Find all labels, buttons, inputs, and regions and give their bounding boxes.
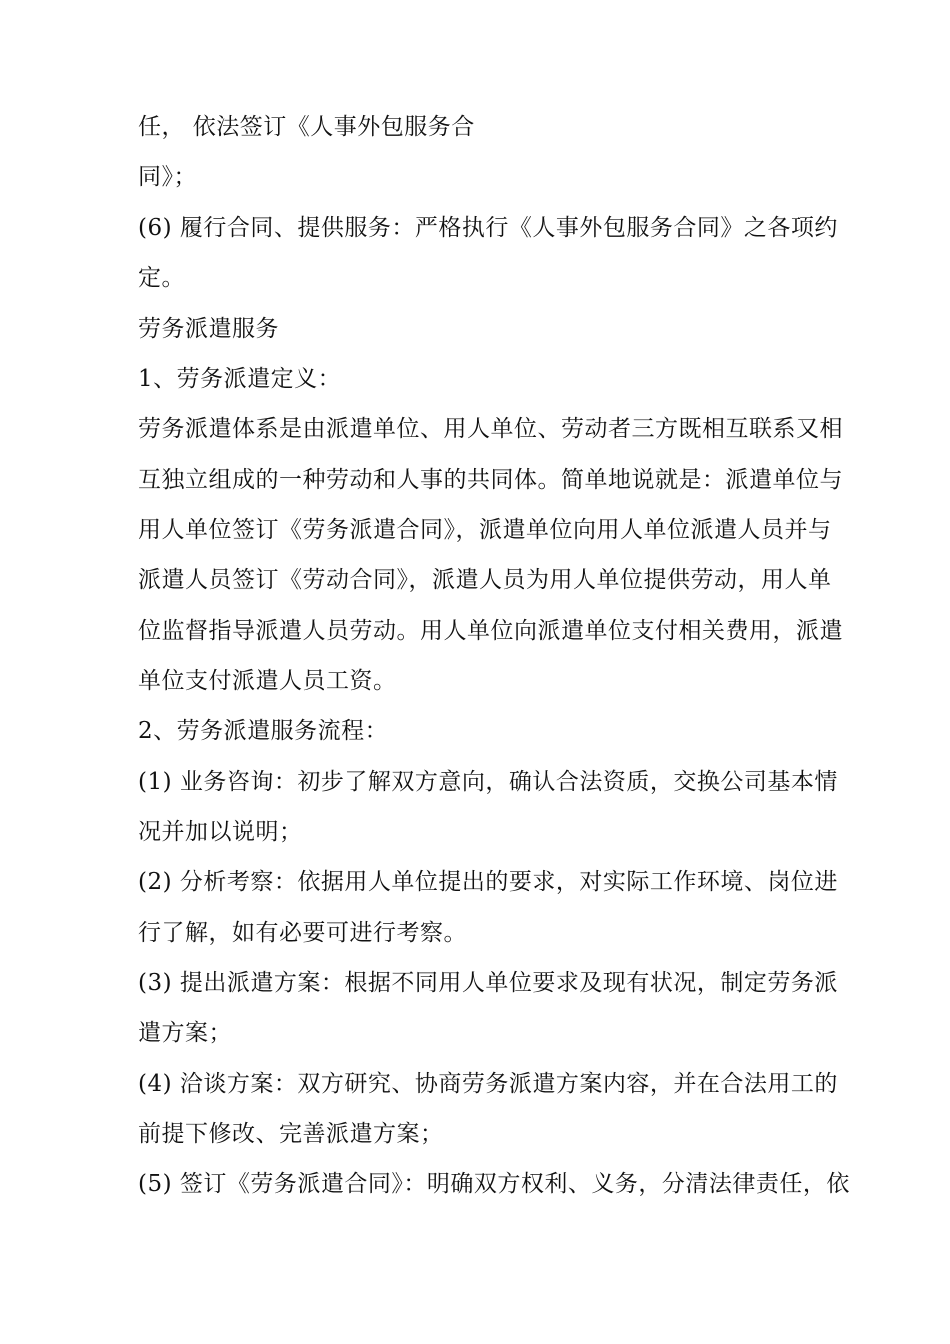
text-line: 同》； bbox=[138, 164, 197, 190]
subsection-heading: 1、劳务派遣定义： bbox=[138, 366, 342, 392]
subsection-heading: 2、劳务派遣服务流程： bbox=[138, 718, 389, 744]
text-line: 位监督指导派遣人员劳动。用人单位向派遣单位支付相关费用，派遣 bbox=[138, 618, 843, 644]
text-line: 劳务派遣体系是由派遣单位、用人单位、劳动者三方既相互联系又相 bbox=[138, 416, 843, 442]
text-line: 互独立组成的一种劳动和人事的共同体。简单地说就是：派遣单位与 bbox=[138, 467, 843, 493]
text-line: 定。 bbox=[138, 265, 185, 291]
text-line: 用人单位签订《劳务派遣合同》，派遣单位向用人单位派遣人员并与 bbox=[138, 517, 832, 543]
text-line: 派遣人员签订《劳动合同》，派遣人员为用人单位提供劳动，用人单 bbox=[138, 567, 832, 593]
text-line: 遣方案； bbox=[138, 1020, 232, 1046]
text-line: (3) 提出派遣方案：根据不同用人单位要求及现有状况，制定劳务派 bbox=[138, 970, 838, 996]
section-heading: 劳务派遣服务 bbox=[138, 316, 279, 342]
text-line: 行了解，如有必要可进行考察。 bbox=[138, 920, 467, 946]
text-line: (1) 业务咨询：初步了解双方意向，确认合法资质，交换公司基本情 bbox=[138, 769, 838, 795]
text-line: 单位支付派遣人员工资。 bbox=[138, 668, 397, 694]
text-line: 况并加以说明； bbox=[138, 819, 303, 845]
text-line: (2) 分析考察：依据用人单位提出的要求，对实际工作环境、岗位进 bbox=[138, 869, 838, 895]
text-line: (6) 履行合同、提供服务：严格执行《人事外包服务合同》之各项约 bbox=[138, 215, 838, 241]
text-line: (4) 洽谈方案：双方研究、协商劳务派遣方案内容，并在合法用工的 bbox=[138, 1071, 838, 1097]
text-line: 任， 依法签订《人事外包服务合 bbox=[138, 114, 475, 140]
text-line: (5) 签订《劳务派遣合同》：明确双方权利、义务，分清法律责任，依 bbox=[138, 1171, 850, 1197]
text-line: 前提下修改、完善派遣方案； bbox=[138, 1121, 444, 1147]
